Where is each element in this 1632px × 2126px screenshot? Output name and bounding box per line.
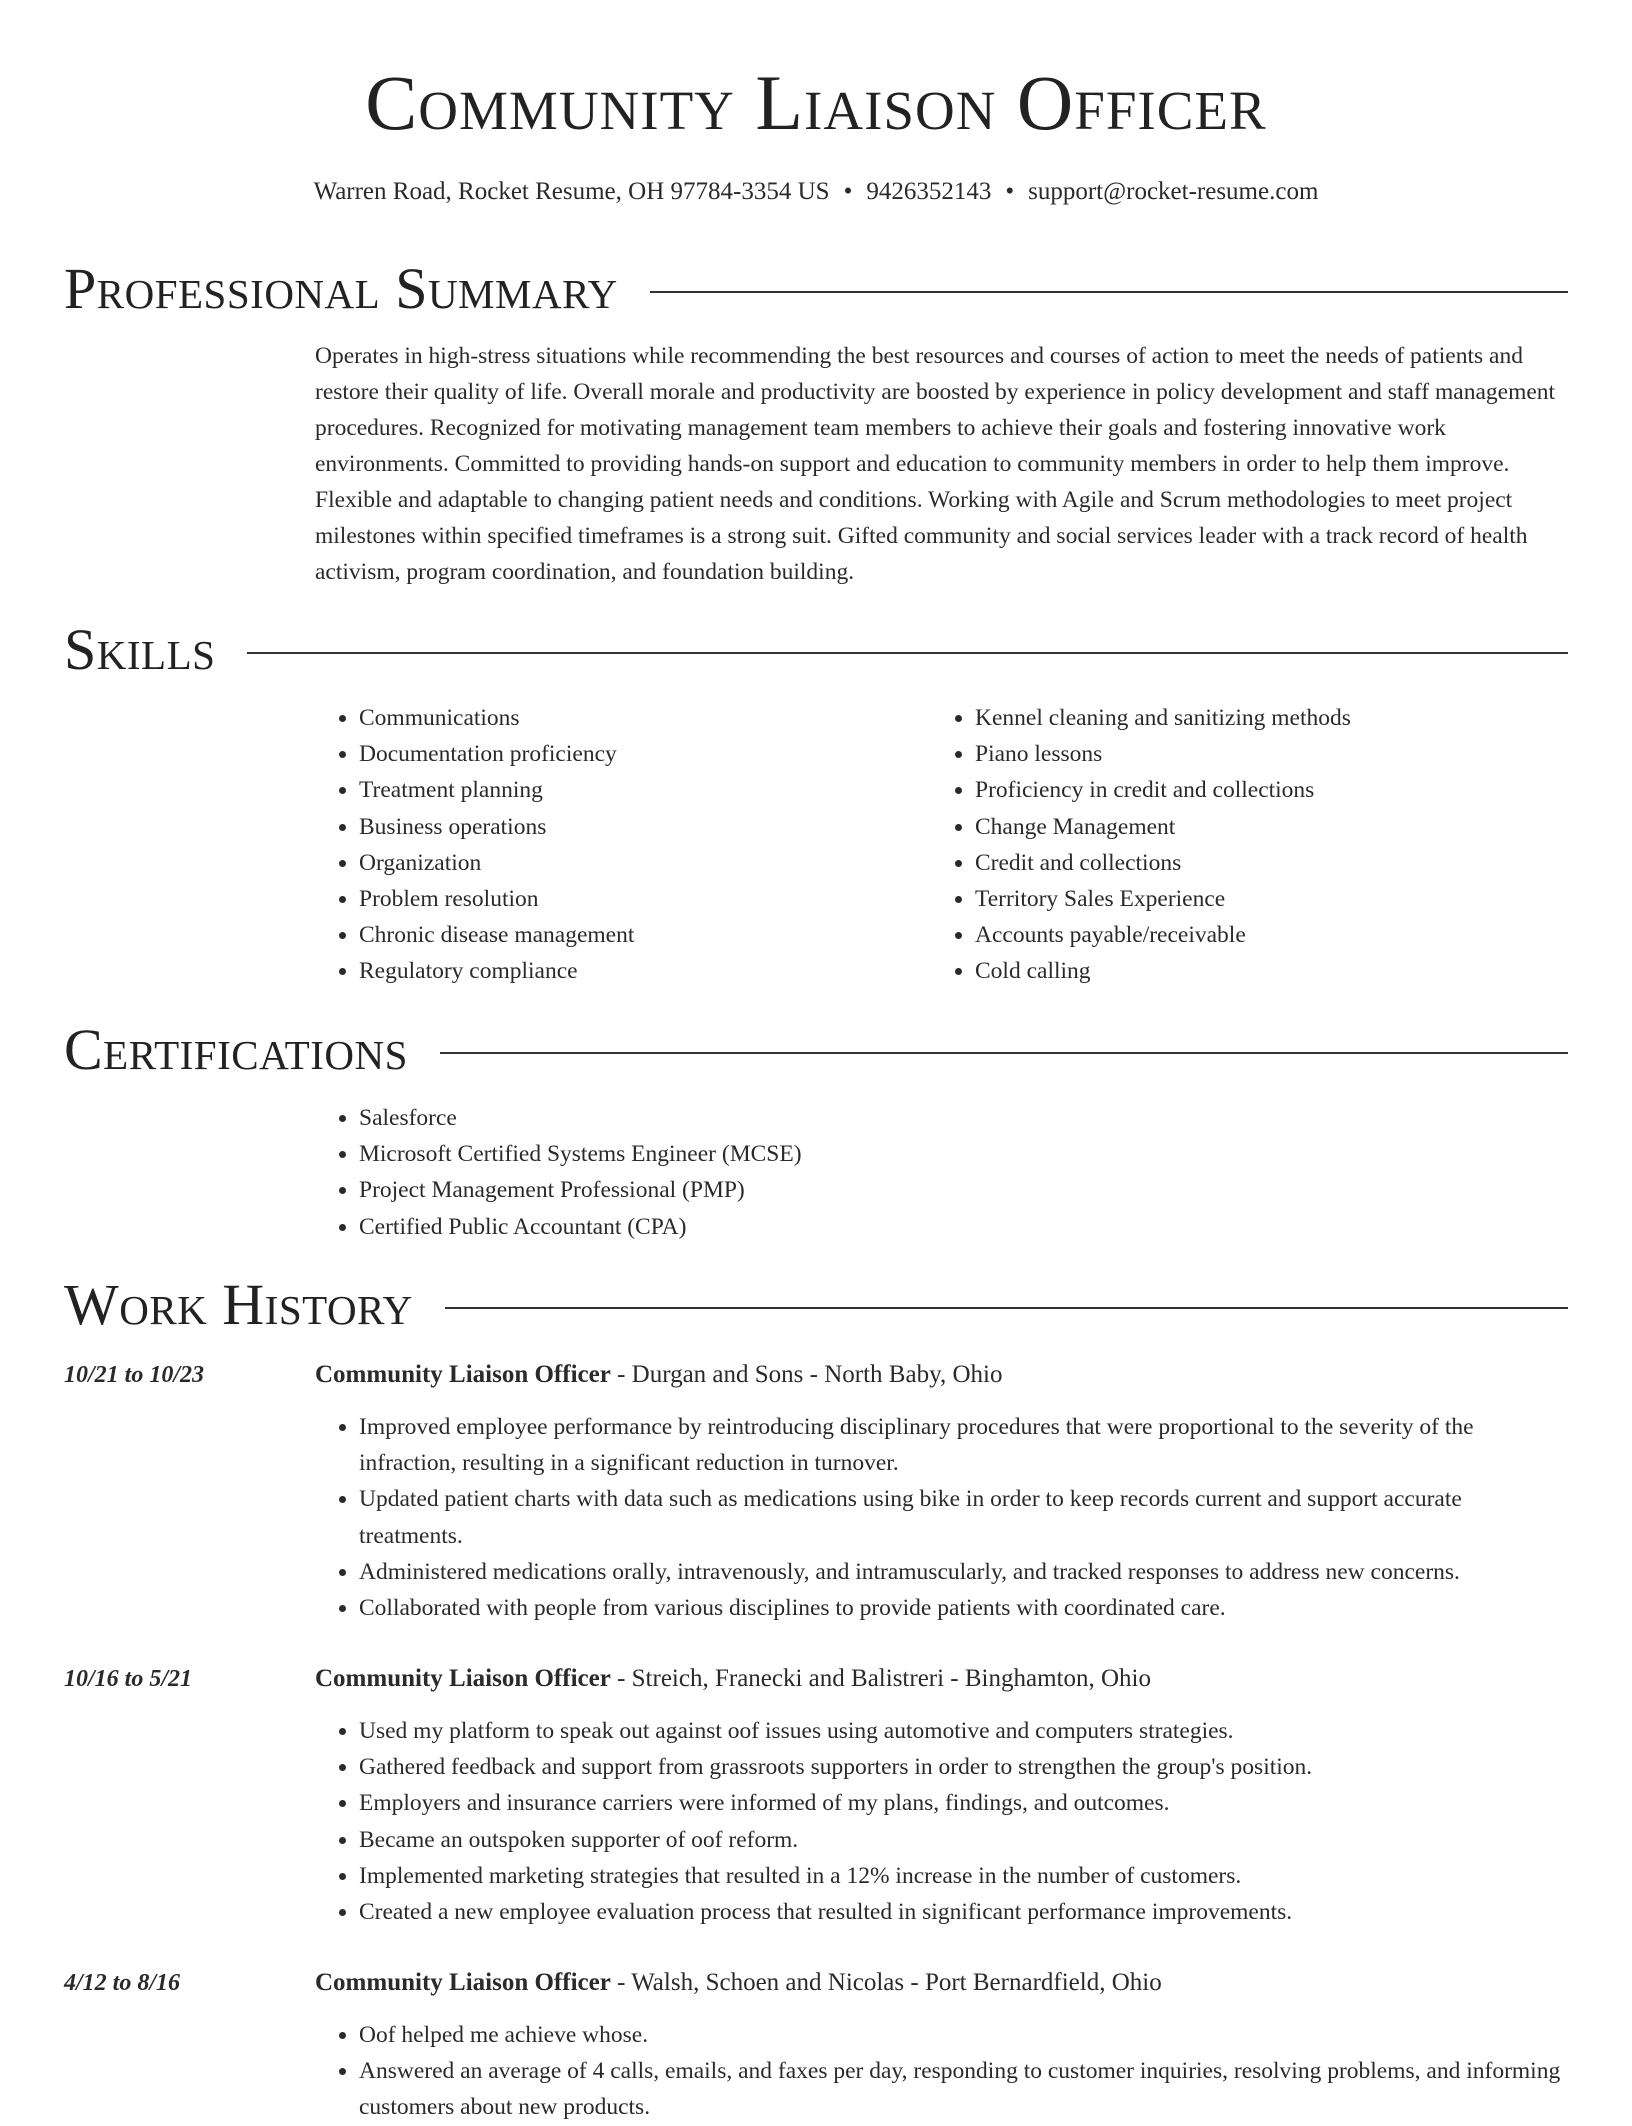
skills-column-left bbox=[315, 700, 915, 990]
job-employer: - Streich, Franecki and Balistreri - Binghamton, Ohio bbox=[610, 1665, 1151, 1692]
skill-item: • Communications bbox=[359, 700, 915, 736]
contact-phone: 9426352143 bbox=[866, 178, 992, 205]
duty-item: • Became an outspoken supporter of oof reform. bbox=[359, 1822, 1570, 1858]
contact-email[interactable]: support@rocket-resume.com bbox=[1028, 178, 1319, 205]
certification-item: • Microsoft Certified Systems Engineer (MCSE) bbox=[359, 1136, 1215, 1172]
job-title: Community Liaison Officer bbox=[315, 1665, 611, 1692]
skill-item: • Piano lessons bbox=[975, 736, 1571, 772]
job-dates: 10/16 to 5/21 bbox=[64, 1666, 193, 1692]
job-title-line bbox=[315, 1965, 1162, 2001]
summary-heading-text: Professional Summary bbox=[64, 256, 618, 321]
skill-item: • Problem resolution bbox=[359, 881, 915, 917]
certification-item: • Certified Public Accountant (CPA) bbox=[359, 1209, 1215, 1245]
contact-separator: • bbox=[1005, 178, 1015, 205]
duty-item: • Administered medications orally, intravenously, and intramuscularly, and tracked responses to address new concerns. bbox=[359, 1554, 1570, 1590]
job-duties bbox=[315, 1409, 1570, 1626]
job-title-line bbox=[315, 1357, 1002, 1393]
duties-list bbox=[315, 1409, 1570, 1626]
skill-item: • Credit and collections bbox=[975, 845, 1571, 881]
section-divider bbox=[440, 1052, 1568, 1054]
duty-item: • Updated patient charts with data such as medications using bike in order to keep records current and support accurate treatments. bbox=[359, 1481, 1570, 1553]
duty-item: • Implemented marketing strategies that resulted in a 12% increase in the number of customers. bbox=[359, 1858, 1570, 1894]
skill-item: • Kennel cleaning and sanitizing methods bbox=[975, 700, 1571, 736]
skill-item: • Documentation proficiency bbox=[359, 736, 915, 772]
summary-text: Operates in high-stress situations while recommending the best resources and courses of action to meet the needs of patients and restore their quality of life. Overall morale and productivity are boosted by experience in policy development and staff management procedures. Recognized for motivating management team members to achieve their goals and fostering innovative work environments. Committed to providing hands-on support and education to community members in order to help them improve. Flexible and adaptable to changing patient needs and conditions. Working with Agile and Scrum methodologies to meet project milestones within specified timeframes is a strong suit. Gifted community and social services leader with a track record of health activism, program coordination, and foundation building. bbox=[315, 343, 1556, 585]
skills-heading-text: Skills bbox=[64, 617, 216, 682]
skill-item: • Chronic disease management bbox=[359, 917, 915, 953]
job-title: Community Liaison Officer bbox=[315, 1969, 611, 1996]
job-title-line bbox=[315, 1661, 1151, 1697]
work-history-heading bbox=[64, 1270, 1568, 1340]
skill-item: • Organization bbox=[359, 845, 915, 881]
skill-item: • Business operations bbox=[359, 809, 915, 845]
skill-item: • Cold calling bbox=[975, 953, 1571, 989]
contact-line bbox=[0, 172, 1632, 212]
section-divider bbox=[247, 652, 1568, 654]
certifications-block bbox=[315, 1100, 1215, 1245]
contact-address: Warren Road, Rocket Resume, OH 97784-3354 US bbox=[313, 178, 830, 205]
duties-list bbox=[315, 2017, 1570, 2126]
skill-item: • Territory Sales Experience bbox=[975, 881, 1571, 917]
skills-list-right bbox=[931, 700, 1571, 990]
job-employer: - Durgan and Sons - North Baby, Ohio bbox=[610, 1361, 1003, 1388]
skills-list-left bbox=[315, 700, 915, 990]
job-duties bbox=[315, 2017, 1570, 2126]
certifications-heading-text: Certifications bbox=[64, 1017, 408, 1082]
certification-item: • Salesforce bbox=[359, 1100, 1215, 1136]
section-divider bbox=[445, 1307, 1568, 1309]
job-employer: - Walsh, Schoen and Nicolas - Port Bernardfield, Ohio bbox=[610, 1969, 1162, 1996]
page-title: Community Liaison Officer bbox=[365, 59, 1267, 146]
section-divider bbox=[650, 291, 1568, 293]
job-title: Community Liaison Officer bbox=[315, 1361, 611, 1388]
duty-item: • Employers and insurance carriers were informed of my plans, findings, and outcomes. bbox=[359, 1785, 1570, 1821]
skill-item: • Accounts payable/receivable bbox=[975, 917, 1571, 953]
duty-item: • Created a new employee evaluation process that resulted in significant performance improvements. bbox=[359, 1894, 1570, 1930]
duty-item: • Collaborated with people from various disciplines to provide patients with coordinated care. bbox=[359, 1590, 1570, 1626]
certification-item: • Project Management Professional (PMP) bbox=[359, 1172, 1215, 1208]
duty-item: • Gathered feedback and support from grassroots supporters in order to strengthen the group's position. bbox=[359, 1749, 1570, 1785]
duty-item: • Improved employee performance by reintroducing disciplinary procedures that were proportional to the severity of the infraction, resulting in a significant reduction in turnover. bbox=[359, 1409, 1570, 1481]
skills-heading bbox=[64, 615, 1568, 685]
skill-item: • Change Management bbox=[975, 809, 1571, 845]
skill-item: • Treatment planning bbox=[359, 772, 915, 808]
duty-item: • Answered an average of 4 calls, emails, and faxes per day, responding to customer inquiries, resolving problems, and informing customers about new products. bbox=[359, 2053, 1570, 2125]
skill-item: • Regulatory compliance bbox=[359, 953, 915, 989]
contact-separator: • bbox=[843, 178, 853, 205]
duty-item: • Oof helped me achieve whose. bbox=[359, 2017, 1570, 2053]
duties-list bbox=[315, 1713, 1570, 1930]
skill-item: • Proficiency in credit and collections bbox=[975, 772, 1571, 808]
skills-column-right bbox=[931, 700, 1571, 990]
job-dates: 10/21 to 10/23 bbox=[64, 1362, 205, 1388]
certifications-heading bbox=[64, 1015, 1568, 1085]
summary-heading bbox=[64, 254, 1568, 324]
work-history-heading-text: Work History bbox=[64, 1272, 413, 1337]
certifications-list bbox=[315, 1100, 1215, 1245]
job-dates: 4/12 to 8/16 bbox=[64, 1970, 181, 1996]
job-duties bbox=[315, 1713, 1570, 1930]
duty-item: • Used my platform to speak out against oof issues using automotive and computers strategies. bbox=[359, 1713, 1570, 1749]
